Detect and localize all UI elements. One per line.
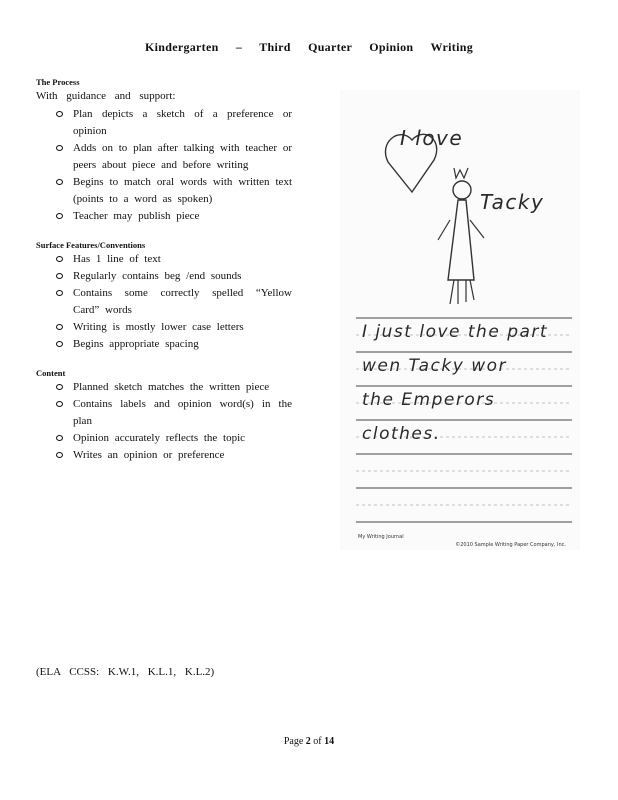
content-heading: Content xyxy=(36,368,66,378)
list-item: Contains labels and opinion word(s) in the plan xyxy=(56,396,292,430)
bullet-icon xyxy=(56,290,63,296)
list-item: Planned sketch matches the written piece xyxy=(56,379,292,396)
list-item: Has 1 line of text xyxy=(56,251,292,268)
handwriting-line: clothes. xyxy=(362,424,441,444)
student-writing-sample xyxy=(340,90,580,550)
sketch-label-tacky: Tacky xyxy=(480,190,545,214)
student-sketch xyxy=(340,90,580,550)
bullet-icon xyxy=(56,341,63,347)
process-heading: The Process xyxy=(36,77,80,87)
process-list xyxy=(36,106,292,225)
bullet-icon xyxy=(56,273,63,279)
page-title: Kindergarten – Third Quarter Opinion Writing xyxy=(144,40,473,54)
bullet-icon xyxy=(56,256,63,262)
penguin-drawing xyxy=(448,200,474,280)
list-item: Begins to match oral words with written text (points to a word as spoken) xyxy=(56,174,292,208)
bullet-icon xyxy=(56,179,63,185)
list-item: Regularly contains beg /end sounds xyxy=(56,268,292,285)
page-total: 14 xyxy=(324,736,335,747)
bullet-icon xyxy=(56,452,63,458)
list-item: Writing is mostly lower case letters xyxy=(56,319,292,336)
handwriting-line: wen Tacky wor xyxy=(362,356,508,376)
bullet-icon xyxy=(56,324,63,330)
criteria-column xyxy=(36,76,292,464)
list-item: Contains some correctly spelled “Yellow Card” words xyxy=(56,285,292,319)
list-item: Writes an opinion or preference xyxy=(56,447,292,464)
handwriting-line: the Emperors xyxy=(362,390,496,410)
bullet-icon xyxy=(56,111,63,117)
page-prefix: Page xyxy=(283,736,304,747)
bullet-icon xyxy=(56,384,63,390)
handwriting-line: I just love the part xyxy=(362,322,549,342)
page-footer xyxy=(0,736,618,747)
list-item: Teacher may publish piece xyxy=(56,208,292,225)
surface-heading: Surface Features/Conventions xyxy=(36,240,146,250)
bullet-icon xyxy=(56,145,63,151)
page-number: 2 xyxy=(305,736,311,747)
list-item: Plan depicts a sketch of a preference or opinion xyxy=(56,106,292,140)
list-item: Begins appropriate spacing xyxy=(56,336,292,353)
ccss-standards: (ELA CCSS: K.W.1, K.L.1, K.L.2) xyxy=(36,666,215,678)
list-item: Opinion accurately reflects the topic xyxy=(56,430,292,447)
bullet-icon xyxy=(56,435,63,441)
process-intro: With guidance and support: xyxy=(36,90,176,102)
sample-caption-right: ©2010 Sample Writing Paper Company, Inc. xyxy=(455,542,566,548)
bullet-icon xyxy=(56,213,63,219)
content-list xyxy=(36,379,292,464)
sample-caption-left: My Writing Journal xyxy=(358,534,404,540)
sketch-label-love: I love xyxy=(400,126,464,150)
bullet-icon xyxy=(56,401,63,407)
list-item: Adds on to plan after talking with teacher or peers about piece and before writing xyxy=(56,140,292,174)
surface-list xyxy=(36,251,292,353)
page-of: of xyxy=(313,736,322,747)
